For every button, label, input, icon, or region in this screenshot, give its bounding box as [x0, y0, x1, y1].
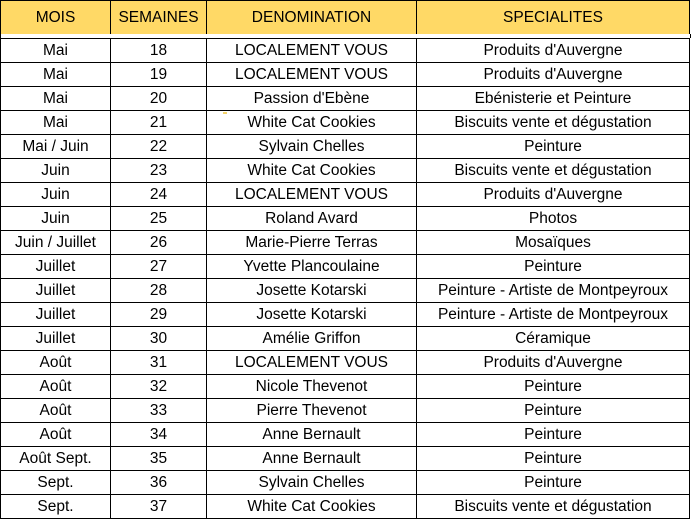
cell-specialite: Produits d'Auvergne [417, 39, 690, 63]
cell-denomination: Amélie Griffon [207, 327, 417, 351]
cell-semaine: 31 [111, 351, 207, 375]
table-row [1, 87, 690, 111]
cell-mois: Sept. [1, 471, 111, 495]
cell-mois: Août [1, 351, 111, 375]
table-row [1, 351, 690, 375]
cell-semaine: 35 [111, 447, 207, 471]
cell-mois: Juillet [1, 255, 111, 279]
header-row [1, 1, 690, 36]
cell-semaine: 19 [111, 63, 207, 87]
table-row [1, 63, 690, 87]
table-row [1, 111, 690, 135]
cell-denomination: Pierre Thevenot [207, 399, 417, 423]
cell-denomination: White Cat Cookies [207, 495, 417, 519]
cell-semaine: 20 [111, 87, 207, 111]
cell-denomination: Josette Kotarski [207, 279, 417, 303]
cell-semaine: 27 [111, 255, 207, 279]
cell-specialite: Photos [417, 207, 690, 231]
cell-denomination: Josette Kotarski [207, 303, 417, 327]
cell-semaine: 21 [111, 111, 207, 135]
cell-mois: Juin [1, 207, 111, 231]
header-semaines: SEMAINES [111, 1, 207, 36]
cell-denomination: Roland Avard [207, 207, 417, 231]
cell-semaine: 22 [111, 135, 207, 159]
table-row [1, 159, 690, 183]
cell-specialite: Peinture - Artiste de Montpeyroux [417, 279, 690, 303]
header-specialites: SPECIALITES [417, 1, 690, 36]
cell-specialite: Peinture [417, 399, 690, 423]
cell-semaine: 34 [111, 423, 207, 447]
cell-denomination: LOCALEMENT VOUS [207, 351, 417, 375]
cell-mois: Juin / Juillet [1, 231, 111, 255]
schedule-table [0, 38, 690, 519]
table-row [1, 375, 690, 399]
cell-denomination: Sylvain Chelles [207, 471, 417, 495]
cell-specialite: Produits d'Auvergne [417, 63, 690, 87]
cell-denomination: LOCALEMENT VOUS [207, 39, 417, 63]
cell-semaine: 36 [111, 471, 207, 495]
table-row [1, 135, 690, 159]
cell-denomination: LOCALEMENT VOUS [207, 183, 417, 207]
cell-mois: Juin [1, 159, 111, 183]
cell-denomination: LOCALEMENT VOUS [207, 63, 417, 87]
table-row [1, 39, 690, 63]
cell-denomination: Sylvain Chelles [207, 135, 417, 159]
cell-specialite: Peinture [417, 375, 690, 399]
table-row [1, 471, 690, 495]
cell-denomination: Anne Bernault [207, 423, 417, 447]
cell-semaine: 26 [111, 231, 207, 255]
cell-mois: Août [1, 375, 111, 399]
header-denomination: DENOMINATION [207, 1, 417, 36]
cell-denomination: Nicole Thevenot [207, 375, 417, 399]
cell-denomination: Yvette Plancoulaine [207, 255, 417, 279]
cell-semaine: 33 [111, 399, 207, 423]
cell-mois: Juin [1, 183, 111, 207]
table-row [1, 423, 690, 447]
table-row [1, 447, 690, 471]
cell-denomination: Passion d'Ebène [207, 87, 417, 111]
cell-semaine: 32 [111, 375, 207, 399]
table-row [1, 255, 690, 279]
cell-mois: Août [1, 399, 111, 423]
cell-specialite: Biscuits vente et dégustation [417, 111, 690, 135]
cell-semaine: 23 [111, 159, 207, 183]
cell-mois: Août [1, 423, 111, 447]
cell-specialite: Peinture [417, 423, 690, 447]
table-row [1, 495, 690, 519]
cell-denomination: White Cat Cookies [207, 159, 417, 183]
cell-specialite: Produits d'Auvergne [417, 183, 690, 207]
cell-mois: Mai [1, 111, 111, 135]
table-row [1, 207, 690, 231]
cell-specialite: Biscuits vente et dégustation [417, 495, 690, 519]
header-table [0, 0, 690, 36]
cell-specialite: Peinture [417, 135, 690, 159]
cell-semaine: 29 [111, 303, 207, 327]
cell-mois: Mai [1, 39, 111, 63]
table-row [1, 399, 690, 423]
cell-specialite: Produits d'Auvergne [417, 351, 690, 375]
table-row [1, 231, 690, 255]
cell-marker [223, 112, 227, 114]
cell-mois: Mai [1, 63, 111, 87]
cell-mois: Juillet [1, 303, 111, 327]
cell-mois: Juillet [1, 327, 111, 351]
cell-semaine: 25 [111, 207, 207, 231]
cell-mois: Sept. [1, 495, 111, 519]
cell-specialite: Céramique [417, 327, 690, 351]
cell-specialite: Peinture [417, 255, 690, 279]
cell-specialite: Peinture - Artiste de Montpeyroux [417, 303, 690, 327]
cell-specialite: Biscuits vente et dégustation [417, 159, 690, 183]
cell-specialite: Peinture [417, 471, 690, 495]
cell-mois: Juillet [1, 279, 111, 303]
cell-mois: Mai / Juin [1, 135, 111, 159]
cell-semaine: 30 [111, 327, 207, 351]
table-row [1, 327, 690, 351]
cell-specialite: Ebénisterie et Peinture [417, 87, 690, 111]
cell-semaine: 24 [111, 183, 207, 207]
cell-mois: Mai [1, 87, 111, 111]
cell-mois: Août Sept. [1, 447, 111, 471]
cell-denomination: Marie-Pierre Terras [207, 231, 417, 255]
cell-denomination: Anne Bernault [207, 447, 417, 471]
table-row [1, 303, 690, 327]
table-row [1, 183, 690, 207]
cell-specialite: Mosaïques [417, 231, 690, 255]
cell-denomination: White Cat Cookies [207, 111, 417, 135]
cell-semaine: 18 [111, 39, 207, 63]
header-mois: MOIS [1, 1, 111, 36]
cell-semaine: 37 [111, 495, 207, 519]
cell-semaine: 28 [111, 279, 207, 303]
table-row [1, 279, 690, 303]
cell-specialite: Peinture [417, 447, 690, 471]
